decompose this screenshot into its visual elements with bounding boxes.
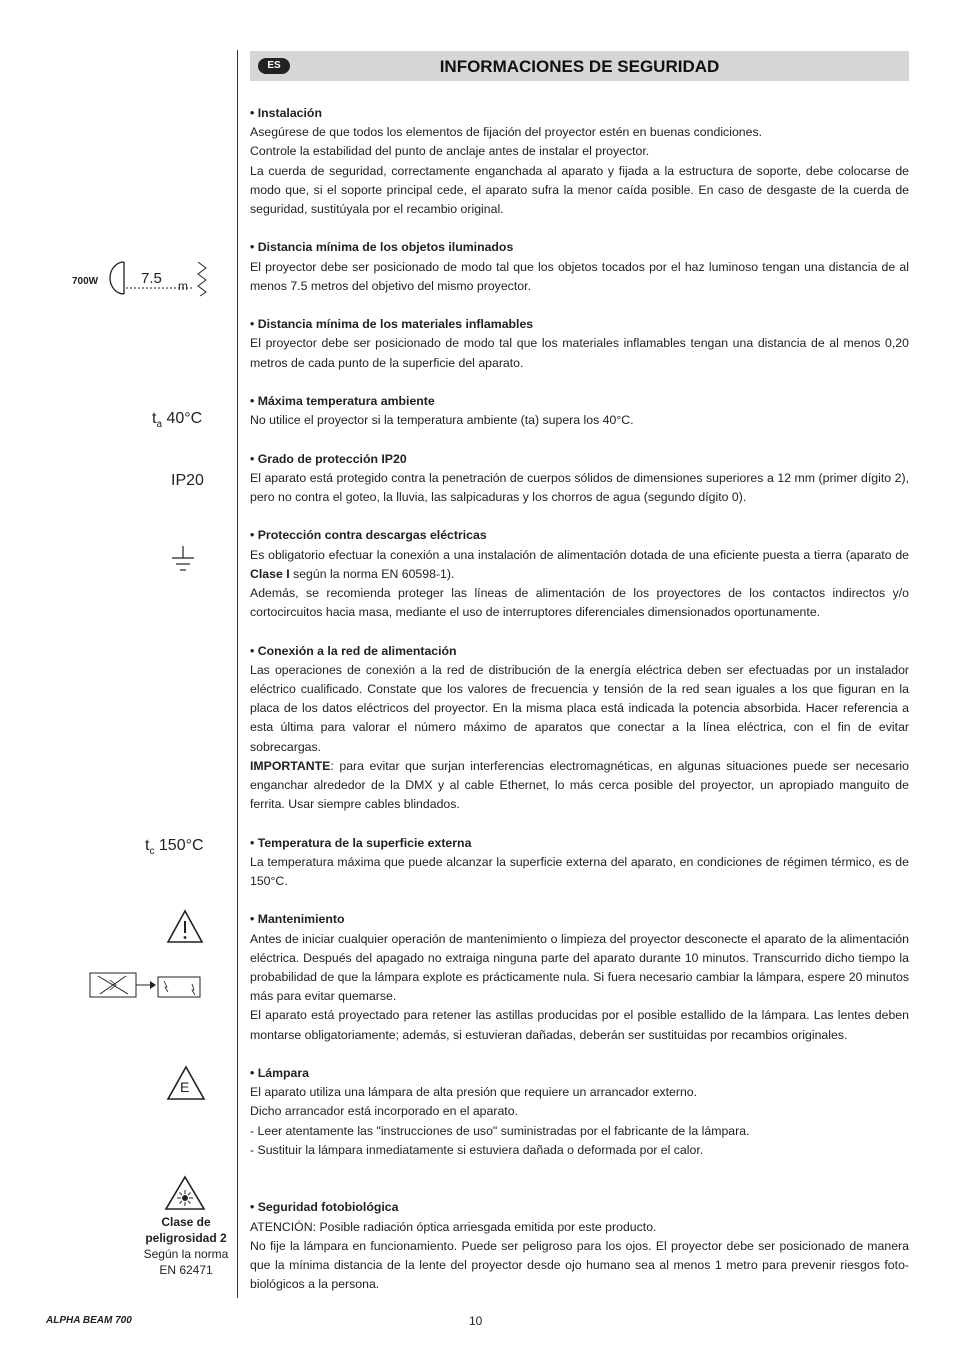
section-paragraph: Dicho arrancador está incorporado en el aparato. bbox=[250, 1104, 518, 1119]
section bbox=[250, 104, 909, 219]
section bbox=[250, 450, 909, 508]
laser-radiation-icon bbox=[164, 1175, 206, 1211]
section-heading: • Conexión a la red de alimentación bbox=[250, 643, 457, 658]
section-heading: • Temperatura de la superficie externa bbox=[250, 835, 472, 850]
section bbox=[250, 642, 909, 815]
section-paragraph: - Leer atentamente las "instrucciones de uso" suministradas por el fabricante de la lámpara. bbox=[250, 1123, 750, 1138]
section-paragraph: No fije la lámpara en funcionamiento. Puede ser peligroso para los ojos. El proyector debe ser posicionado de manera que la mínima distancia de la lente del proyector desde ojo humano sea al menos 1 metro para prevenir riesgos foto-biológicos a la persona. bbox=[250, 1238, 909, 1292]
section-heading: • Instalación bbox=[250, 106, 322, 120]
section bbox=[250, 1198, 909, 1294]
section-paragraph: Además, se recomienda proteger las líneas de alimentación de los proyectores de los contactos indirectos y/o cortocircuitos hacia masa, mediante el uso de interruptores diferenciales dimensionados oportunamente. bbox=[250, 586, 909, 620]
language-badge: ES bbox=[258, 58, 290, 74]
earth-ground-icon bbox=[170, 544, 196, 574]
e-lamp-letter: E bbox=[180, 1079, 190, 1095]
section-paragraph: El proyector debe ser posicionado de modo tal que los materiales inflamables tengan una distancia de al menos 0,20 metros de cada punto de la superficie del aparato. bbox=[250, 336, 909, 370]
section-paragraph: Asegúrese de que todos los elementos de fijación del proyector estén en buenas condiciones. bbox=[250, 125, 763, 140]
power-label: 700W bbox=[72, 276, 99, 287]
ambient-temp-symbol: $t_a$ 40°C bbox=[152, 410, 203, 431]
section-heading: • Lámpara bbox=[250, 1066, 309, 1081]
section-paragraph: El aparato está proyectado para retener las astillas producidas por el posible estallido de la lámpara. Las lentes deben montarse obligatoriamente; además, si estuvieran dañadas, deberán ser sustituidas por recambios originales. bbox=[250, 1008, 909, 1042]
section-heading: • Seguridad fotobiológica bbox=[250, 1200, 399, 1215]
section bbox=[250, 526, 909, 622]
page-title: INFORMACIONES DE SEGURIDAD bbox=[439, 57, 720, 76]
safety-content bbox=[250, 104, 909, 1314]
lens-replacement-icon bbox=[88, 970, 204, 1000]
section-paragraph: El aparato está protegido contra la penetración de cuerpos sólidos de dimensiones superiores a 12 mm (primer dígito 2), pero no contra el goteo, la lluvia, las salpicaduras y los chorros de agua (segundo dígito 0). bbox=[250, 470, 909, 504]
section-paragraph: No utilice el proyector si la temperatura ambiente (ta) supera los 40°C. bbox=[250, 413, 634, 428]
section-paragraph: Es obligatorio efectuar la conexión a una instalación de alimentación dotada de una eficiente puesta a tierra (aparato de Clase I según la norma EN 60598-1). bbox=[250, 547, 909, 581]
section-paragraph: Controle la estabilidad del punto de anclaje antes de instalar el proyector. bbox=[250, 144, 650, 159]
section-paragraph: IMPORTANTE: para evitar que surjan interferencias electromagnéticas, en algunas situaciones puede ser necesario enganchar alrededor de la DMX y al cable Ethernet, lo más cerca posible del proyector, un apropiado manguito de ferrita. Usar siempre cables blindados. bbox=[250, 758, 909, 812]
section-heading: • Distancia mínima de los objetos iluminados bbox=[250, 240, 514, 255]
section-paragraph: El proyector debe ser posicionado de modo tal que los objetos tocados por el haz luminoso tengan una distancia de al menos 7.5 metros del objetivo del mismo proyector. bbox=[250, 259, 909, 293]
section bbox=[250, 238, 909, 296]
distance-value: 7.5 bbox=[141, 270, 162, 287]
vertical-divider bbox=[237, 50, 238, 1298]
section bbox=[250, 1064, 909, 1160]
section-heading: • Grado de protección IP20 bbox=[250, 451, 407, 466]
section-paragraph: Las operaciones de conexión a la red de distribución de la energía eléctrica deben ser efectuadas por un instalador eléctrico cualificado. Constate que los valores de frecuencia y tensión de la red sean iguales a los que figuran en la placa de los datos eléctricos del proyector. En la misma placa está indicada la potencia absorbida. Hacer referencia a esta última para valorar el número máximo de aparatos que conectar a la línea eléctrica, con el fin de evitar sobrecargas. bbox=[250, 662, 909, 754]
warning-triangle-icon bbox=[166, 908, 204, 944]
section-heading: • Mantenimiento bbox=[250, 912, 345, 927]
section-paragraph: - Sustituir la lámpara inmediatamente si estuviera dañada o deformada por el calor. bbox=[250, 1142, 704, 1157]
section-paragraph: La temperatura máxima que puede alcanzar la superficie externa del aparato, en condiciones de régimen térmico, es de 150°C. bbox=[250, 854, 909, 889]
section bbox=[250, 392, 909, 430]
page-number: 10 bbox=[469, 1314, 483, 1328]
section-paragraph: El aparato utiliza una lámpara de alta presión que requiere un arrancador externo. bbox=[250, 1085, 698, 1100]
footer-model: ALPHA BEAM 700 bbox=[46, 1315, 132, 1326]
risk-class-note: Clase de peligrosidad 2 Según la norma EN 62471 bbox=[143, 1215, 229, 1277]
section-paragraph: La cuerda de seguridad, correctamente enganchada al aparato y fijada a la estructura de soporte, debe colocarse de modo que, si el soporte principal cede, el aparato sufra la menor caída posible. En caso de desgaste de la cuerda de seguridad, sustitúyala por el recambio original. bbox=[250, 163, 909, 217]
distance-unit: m bbox=[178, 279, 188, 293]
section-heading: • Máxima temperatura ambiente bbox=[250, 394, 435, 408]
section-header bbox=[250, 51, 909, 81]
section bbox=[250, 910, 909, 1044]
section bbox=[250, 315, 909, 373]
section-heading: • Protección contra descargas eléctricas bbox=[250, 528, 487, 543]
section bbox=[250, 834, 909, 892]
section-paragraph: ATENCIÓN: Posible radiación óptica arriesgada emitida por este producto. bbox=[250, 1219, 657, 1234]
section-heading: • Distancia mínima de los materiales inflamables bbox=[250, 317, 534, 332]
section-paragraph: Antes de iniciar cualquier operación de mantenimiento o limpieza del proyector desconecte el aparato de la alimentación eléctrica. Después del apagado no extraiga ninguna parte del aparato durante 10 minutos. Transcurrido dicho tiempo la probabilidad de que la lámpara explote es prácticamente nula. Si fuera necesario cambiar la lámpara, espere 20 minutos más para evitar quemarse. bbox=[250, 931, 909, 1004]
ip-rating: IP20 bbox=[171, 472, 204, 489]
surface-temp-symbol: $t_c$ 150°C bbox=[145, 837, 204, 858]
